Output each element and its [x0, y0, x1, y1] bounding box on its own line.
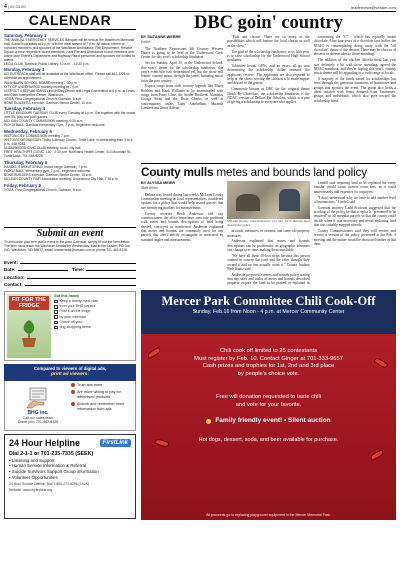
county-byline-role: Staff Writer [141, 186, 158, 191]
checkbox-icon [54, 305, 58, 309]
commission-meeting-photo [227, 181, 309, 219]
dbc-column-1 [141, 35, 223, 161]
event-field[interactable] [4, 258, 136, 265]
print-ad-brand-block [7, 383, 69, 428]
hand-holding-newspaper-icon [24, 386, 52, 410]
chili-food-note: Hot dogs, dessert, soda, and beer available for purchase. [198, 437, 339, 443]
print-ad-benefits [4, 381, 136, 431]
county-column-3 [314, 181, 396, 286]
chili-highlights-text: Family friendly event! • Silent auction [215, 417, 331, 424]
dbc-byline: BY SUZANNE WERRE [141, 35, 181, 39]
right-area [141, 12, 396, 563]
print-ad-points [69, 383, 133, 428]
chili-ad-title: Mercer Park Committee Chili Cook-Off [161, 294, 376, 308]
benefit-item: Trust ads more [71, 383, 133, 388]
dbc-headline: DBC goin' country [193, 13, 344, 33]
checklist-item: from your BHG papers [54, 304, 133, 309]
calendar-event: MCLEAN COUNTY FAIR Association meeting, Underwood City Hall, 7:30 p.m. [4, 177, 119, 182]
calendar-event: PICKLEBALL, Garrison elementary Gym, 7 p.m., beginners welcome. [4, 123, 106, 128]
calendar-event: LITTLE MISSOURI TUESDAY CLUB every Tuesday at 1 p.m. Get together with the crowd over 55, play and plan games. [4, 111, 136, 120]
event-field-line[interactable] [20, 263, 136, 264]
photo-caption: McLean County Commissioners met Jan. 21 to discuss land description policy. [227, 219, 310, 227]
article-paragraph: Expect songs from such country legends like Marty Robbins and Hank Williams to be intermingled with songs from Patsy Cline, the Statler Brothers, Alabama, George Strait and the Dixie Chicks, as well as contemporary artists Lady Antebellum, Miranda Lambert and Jason Aldean. [141, 84, 224, 111]
date-time-row [4, 265, 136, 272]
location-field[interactable] [4, 272, 136, 279]
calendar-title: CALENDAR [28, 12, 112, 28]
calendar-rule [4, 29, 136, 30]
location-field-line[interactable] [27, 278, 136, 279]
checkbox-icon [54, 326, 58, 330]
contact-field[interactable] [4, 280, 136, 287]
page-number-date: 4 | 02.03.20 [4, 4, 26, 10]
chili-line: Free will donation requested to taste chili [215, 394, 322, 400]
helpline-services [9, 458, 131, 480]
benefit-item: Absorb and remember more information from ads [71, 402, 133, 412]
checkbox-icon [54, 300, 58, 304]
helpline-title: 24 Hour Helpline [9, 437, 81, 448]
county-headline [141, 166, 396, 179]
calendar-event: BONE BUILDERS exercise, Garrison Senior Center, 10 a.m. [4, 173, 93, 177]
calendar-day-heading: Saturday, February 1 [4, 32, 47, 38]
benefit-item: Are more willing to pay for advertised products [71, 390, 133, 400]
calendar-event: DISTRICT 4 REPUBLICANS Lincoln Day Dinner and Legal Convention at 6 p.m. at Lewis and Clark Interpretive Center, Washburn. [4, 88, 135, 97]
county-column-2 [227, 181, 309, 286]
chili-highlights [149, 417, 388, 425]
checkbox-icon [54, 310, 58, 314]
county-byline: BY ALYSSA MEIER [141, 181, 176, 185]
calendar-event: THE ANNUAL EMERGENCY SERVICES Banquet will be held at the Washburn Memorial Hall. Social hour starts at 6 p.m. with the meal served at 7 p.m. All active, retired or honorary members and spouses of the Washburn Ambulance, Fire Department, Rescue Squad or their respective board members, rural Fire and Ambulance board members and active duty Sheriff's Department and Highway Patrol personnel and spouses are invited to attend. [4, 37, 135, 62]
chili-donation [149, 394, 388, 409]
fit-ad-lead: Got this handy [54, 293, 80, 298]
fit-ad-headline: FIT FOR THE FRIDGE [9, 296, 49, 310]
fit-ad-checklist [51, 294, 133, 358]
submit-event-title: Submit an event [4, 227, 136, 240]
bullet-icon [206, 419, 211, 424]
fit-for-fridge-ad [4, 291, 136, 361]
calendar-event: FREE HEALTH/FIT CLINIC, 130 - 2:30 p.m. Northland Health Center, 413 Mountain St., Turtle Lake. 701-448-9225 [4, 150, 132, 159]
contact-field-line[interactable] [25, 285, 136, 286]
checklist-item: Post it on the fridge [54, 309, 133, 314]
calendar-event: BONE BUILDERS exercise, Garrison Senior Center, 10 a.m. [4, 100, 93, 105]
potted-plant-icon [16, 316, 42, 348]
calendar-event: WASHBURN SCHOOL BOARD meeting 7:30 p.m. [4, 80, 78, 85]
compared-banner [4, 364, 136, 381]
article-paragraph: "Pick and choose. There are so many of the possibilities which will feature the local chorus as well as the show." [227, 35, 310, 48]
calendar-event: WILTON CITY COMMISSION meeting 7 p.m. [4, 134, 71, 139]
article-paragraph: "I don't understand why we have to add another level of bureaucracy," Lindell said. [313, 195, 396, 204]
chili-line: by people's choice vote. [237, 370, 300, 377]
calendar-event: PICKLEBALL, elementary gym, 7 p.m., beginners welcome. [4, 168, 92, 173]
article-paragraph: Lindell said requiring land to be replatted for every transfer would cause owners extra fees, as it could unnecessarily add expenses for taxpayers. [313, 181, 396, 194]
calendar-day-heading: Friday, February 8 [4, 182, 41, 188]
date-field-line[interactable] [18, 270, 69, 271]
chili-rules [149, 348, 388, 378]
helpline-header [9, 438, 131, 448]
chili-pepper-icon [369, 449, 384, 460]
chili-line: Chili cook off limited to 25 contestants [219, 348, 318, 354]
compared-line-1: Compared to viewers of digital ads, [33, 365, 107, 371]
chili-cookoff-ad [141, 290, 396, 520]
firstlink-logo: FirstLink [100, 439, 131, 447]
article-paragraph: The Northern Expressions 4th Country Western Dance is going to be held at the Underwood Civic Center for this year's scholarship fundraiser. [141, 46, 224, 60]
calendar-day-heading: Thursday, February 6 [4, 159, 48, 165]
fit-ad-graphic [7, 294, 51, 358]
article-paragraph: Garrison attorney Ladd Erickson suggested that the wording of the policy be that a replat is "presumed to be required" so all irregular parcels so that the county could decide when it was necessary and avoid replatting land that was suitably mapped already. [313, 205, 396, 228]
site-email[interactable]: leadernews@wrsam.com [351, 4, 396, 10]
article-paragraph: County Commissioners said they will review and rewrite a version of the policy presented at the Feb. 4 meeting and the matter would be discussed further at that time. [313, 228, 396, 246]
checklist-item: Check off your [54, 320, 133, 325]
article-paragraph: A majority of the funds raised for scholarships has been through the generous donations of businesses and groups that sponsor the event. The group also holds a silent auction with items donated from businesses, groups and individuals, which also goes toward the scholarship fund. [313, 77, 396, 103]
helpline-ad [4, 434, 136, 519]
time-field-label: Time: [72, 267, 85, 273]
bullet-icon [71, 383, 75, 387]
bullet-icon [71, 402, 75, 406]
date-field[interactable] [4, 265, 68, 272]
calendar-event: CITY OF UNDERWOOD monthly meeting at 7 p.m. [4, 84, 79, 89]
checklist-item: Keep a handy meal plan [54, 299, 133, 304]
chili-line: Cash prizes and trophies for 1st, 2nd and 3rd place [202, 363, 335, 369]
calendar-entries [4, 31, 136, 227]
helpline-service-item: • Human Service Information & Referral [9, 463, 86, 469]
section-rule [141, 163, 396, 164]
calendar-event: WILTON'S WEDNESDAY Trinity Lutheran Church, Turtle Lake, is celebrating from 3 to 4 p.m. 448-9283. [4, 138, 133, 147]
article-paragraph: Debate was heated during last week's McLean County Commission meeting as local representatives considered options for a policy that would help record parcels that use identifying markers for measurement. [141, 192, 224, 210]
helpline-lifeline[interactable]: 24 Hour Suicide Lifeline: Dial 1-800-273-8255 (TALK) [9, 482, 90, 487]
time-field[interactable] [72, 265, 136, 272]
article-paragraph: Volunteer hours, GPAs, and an essay, all go into determining the scholarship dollar amounts the applicants receive. The applicants are also required to help at the show, serving the chicken à la mode supper and dessert to the guests. [227, 64, 310, 86]
calendar-event: AG OUTREACH staff will be available at the Washburn office. Please call 462-3226 to schedule an appointment. [4, 72, 130, 81]
chili-ad-body [141, 348, 396, 444]
helpline-dial[interactable]: Dial 2-1-1 or 701-235-7335 (SEEK) [9, 450, 94, 457]
left-column [4, 12, 136, 563]
checkbox-icon [54, 315, 58, 319]
checkbox-icon [54, 321, 58, 325]
calendar-event: YOGA, First Congregational Church, Garrison, 6 a.m. [4, 96, 83, 101]
checklist-item: by your calendar [54, 315, 133, 320]
dbc-column-3 [314, 35, 396, 161]
article-paragraph: County recorder Heidi Anderson told city commissioners the office sometimes runs into problems with metes and bounds descriptions of land being deeded, conveyed or transferred. Anderson explained that metes and bounds are commonly used for any parcels that aren't strictly rectangular or measured by standard angles and measurements. [141, 211, 224, 242]
calendar-event: UNDERWOOD CIVIC CLUB meeting, noon, city hall. [4, 146, 82, 151]
calendar-event: LEGO CLUB, Garrison Public Library, 10 a.m. - 12:30 p.m. [4, 61, 90, 66]
helpline-service-item: • Volunteer Opportunities [9, 474, 58, 480]
date-field-label: Date: [4, 267, 16, 273]
contact-field-label: Contact: [4, 281, 23, 287]
event-field-label: Event: [4, 260, 19, 266]
checklist-item: bhg shopping items [54, 325, 133, 330]
article-paragraph: as roads, measures, or streams, and some old property measures. [227, 229, 310, 238]
county-headline-rest: metes and bounds land policy [213, 165, 367, 179]
page-header [4, 3, 396, 11]
print-ad-call: Call our sales team [22, 415, 54, 420]
chili-ad-subtitle: Sunday, Feb.16 from Noon - 4 p.m. at Mercer Community Center [192, 309, 345, 315]
article-paragraph: Anderson proposed a metes and bounds policy stating that any sales and trades of metes and bounds described property require the land to be platted or replatted in [227, 272, 310, 286]
dbc-article [141, 35, 396, 161]
bullet-icon [71, 390, 75, 394]
calendar-day-heading: Monday, February 3 [4, 67, 45, 73]
helpline-service-item: • Suicide Survivors Support Group information [9, 468, 99, 474]
dbc-byline-role: Editor [141, 40, 150, 45]
article-paragraph: The addition of the chicken Alfredo meal last year was definitely a hit with those attending, agreed the NDAC members, and they're hoping this year's country music theme will be appealing to a wide range of locals. [313, 58, 396, 76]
article-paragraph: Set for Sunday, April 19, at the Underwood School, this year's theme for the scholarship fundraiser, this year's event title isn't determined yet, but the show will feature country music through the years, featuring music from the past century. [141, 61, 224, 83]
article-paragraph: Commonly known as DBC for the original theme Death By Chocolate, the scholarship fundraiser is the NDAC version of Dollars For Scholars, which is a part of giving a scholarship to everyone who applies. [227, 87, 310, 105]
helpline-service-item: • Listening and Support [9, 457, 55, 463]
location-field-label: Location: [4, 274, 25, 280]
page-number: 4 [4, 4, 7, 10]
county-article [141, 181, 396, 286]
print-ad-brand: BHG inc. [27, 409, 49, 416]
dbc-column-2 [227, 35, 309, 161]
chili-ad-header [141, 290, 396, 334]
chili-line: Must register by Feb. 10. Contact Ginger at 701-333-9657 [194, 355, 343, 362]
time-field-line[interactable] [86, 270, 136, 271]
helpline-website[interactable]: Website: www.myfirstlink.org [9, 488, 53, 493]
chili-ad-footer: All proceeds go to replacing playground equipment in the Mercer Memorial Park. [206, 513, 331, 517]
compared-line-2: print ad viewers: [50, 371, 90, 377]
calendar-day-heading: Wednesday, February 5 [4, 129, 52, 135]
article-paragraph: Anderson explained that metes and bounds descriptions can be problematic as geographic elements can change over time, making them unreliable. [227, 239, 310, 253]
county-headline-bold: County mulls [141, 165, 214, 179]
print-ad-phone[interactable]: Come join: 701-462-8126 [17, 420, 59, 425]
calendar-event: HANDEL'S MONITORING, indoor range Garrison, 7 p.m. [4, 164, 88, 169]
calendar-event: YOGA, First Congregational Church, Garrison, 6 a.m. [4, 187, 83, 192]
calendar-day-heading: Tuesday, February 4 [4, 106, 46, 112]
submit-event-instructions: To announce your free public event in the Area Calendar, simply fill out the form below. The item must reach the Washburn Leader by Wednesday. Mail to the Leader, PO Box 240, Washburn, ND 58577, email: leadernews@wrsam.com or phone 701-462-8126. [4, 240, 131, 252]
issue-date: 02.03.20 [10, 4, 26, 9]
article-paragraph: concerning the "C" - which has typically meant chocolate. After four years of a chocolate lava buffet, the NDAC is contemplating doing away with the "all chocolate" theme of the dessert. There may be choices of desserts or cheesecakes to those attending. [313, 35, 396, 57]
article-paragraph: The goal of the scholarship fundraiser, in its fifth year, is to raise scholarship for the Underwood High School graduates. [227, 49, 310, 63]
calendar-event: MCLEAN COUNTY COMMISSION meeting, 9:30 a.m. [4, 119, 84, 124]
chili-line: and vote for your favorite. [235, 401, 302, 408]
article-paragraph: "We have all these 10-foot strips because this person wanted to convey the road and the other thought they owned it and no one actually owns it," County Auditor Beth Kuntz said. [227, 253, 310, 271]
county-column-1 [141, 181, 223, 286]
